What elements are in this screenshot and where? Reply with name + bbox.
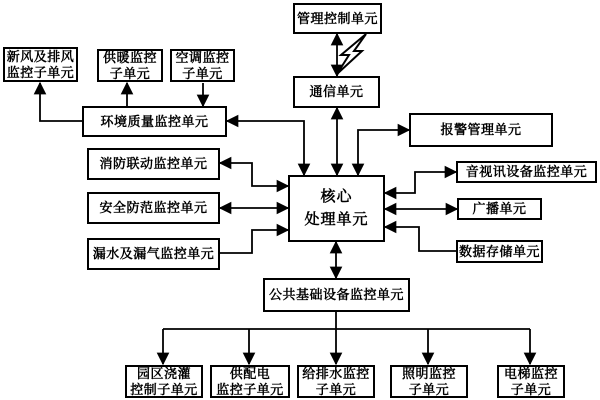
node-data-storage-unit (456, 240, 543, 263)
node-label: 供配电 (229, 365, 271, 381)
node-alarm-management-unit (409, 113, 553, 147)
node-fresh-exhaust-air-subunit (3, 47, 78, 82)
connector-core-av (385, 172, 456, 193)
node-label: 电梯监控 (503, 365, 558, 381)
node-label: 园区浇灌 (136, 365, 191, 381)
node-lighting-monitor-subunit (390, 365, 468, 398)
node-label: 处理单元 (304, 210, 369, 228)
node-elevator-monitor-subunit (497, 365, 565, 398)
node-label: 监控子单元 (6, 64, 75, 80)
node-label: 子单元 (182, 65, 223, 81)
node-core-processing-unit (288, 175, 385, 242)
node-label: 子单元 (109, 65, 151, 81)
node-label: 环境质量监控单元 (100, 113, 209, 129)
node-label: 核心 (320, 188, 353, 205)
node-label: 空调监控 (175, 49, 230, 65)
node-av-equipment-monitor-unit (456, 161, 597, 183)
node-label: 供暖监控 (102, 49, 157, 65)
node-ac-monitor-subunit (170, 49, 235, 82)
node-label: 数据存储单元 (458, 243, 540, 259)
node-label: 音视讯设备监控单元 (465, 164, 588, 180)
node-label: 安全防范监控单元 (99, 200, 208, 216)
node-label: 消防联动监控单元 (99, 156, 208, 172)
connector-storage-core (385, 227, 456, 251)
node-label: 广播单元 (472, 201, 527, 217)
node-label: 新风及排风 (6, 48, 75, 64)
connector-leak-core (220, 230, 288, 253)
node-label: 公共基础设备监控单元 (268, 287, 404, 303)
node-heating-monitor-subunit (97, 49, 163, 82)
node-label: 管理控制单元 (296, 10, 378, 26)
node-fire-linkage-monitor-unit (87, 148, 220, 180)
node-label: 控制子单元 (130, 381, 198, 397)
node-label: 子单元 (315, 381, 357, 397)
node-label: 照明监控 (401, 365, 456, 381)
node-water-drainage-subunit (297, 365, 375, 398)
node-leak-monitor-unit (87, 238, 220, 270)
node-broadcast-unit (457, 198, 542, 220)
lightning-bolt-icon (337, 34, 366, 74)
node-communication-unit (293, 76, 380, 108)
node-label: 监控子单元 (216, 381, 284, 397)
node-label: 给排水监控 (302, 365, 370, 381)
node-irrigation-control-subunit (125, 365, 203, 398)
node-management-control-unit (293, 3, 382, 34)
node-label: 通信单元 (309, 84, 364, 100)
node-security-monitor-unit (87, 192, 220, 224)
node-label: 漏水及漏气监控单元 (92, 246, 215, 262)
node-power-distribution-subunit (210, 365, 290, 398)
node-env-quality-monitor-unit (82, 106, 227, 137)
connector-env-core (227, 121, 304, 175)
connector-core-alarm (358, 130, 409, 175)
connector-fire-core (220, 163, 288, 186)
node-label: 子单元 (510, 381, 552, 397)
node-public-infrastructure-unit (263, 278, 410, 312)
connector-env-freshair (40, 83, 82, 121)
node-label: 报警管理单元 (440, 122, 522, 138)
node-label: 子单元 (408, 381, 450, 397)
